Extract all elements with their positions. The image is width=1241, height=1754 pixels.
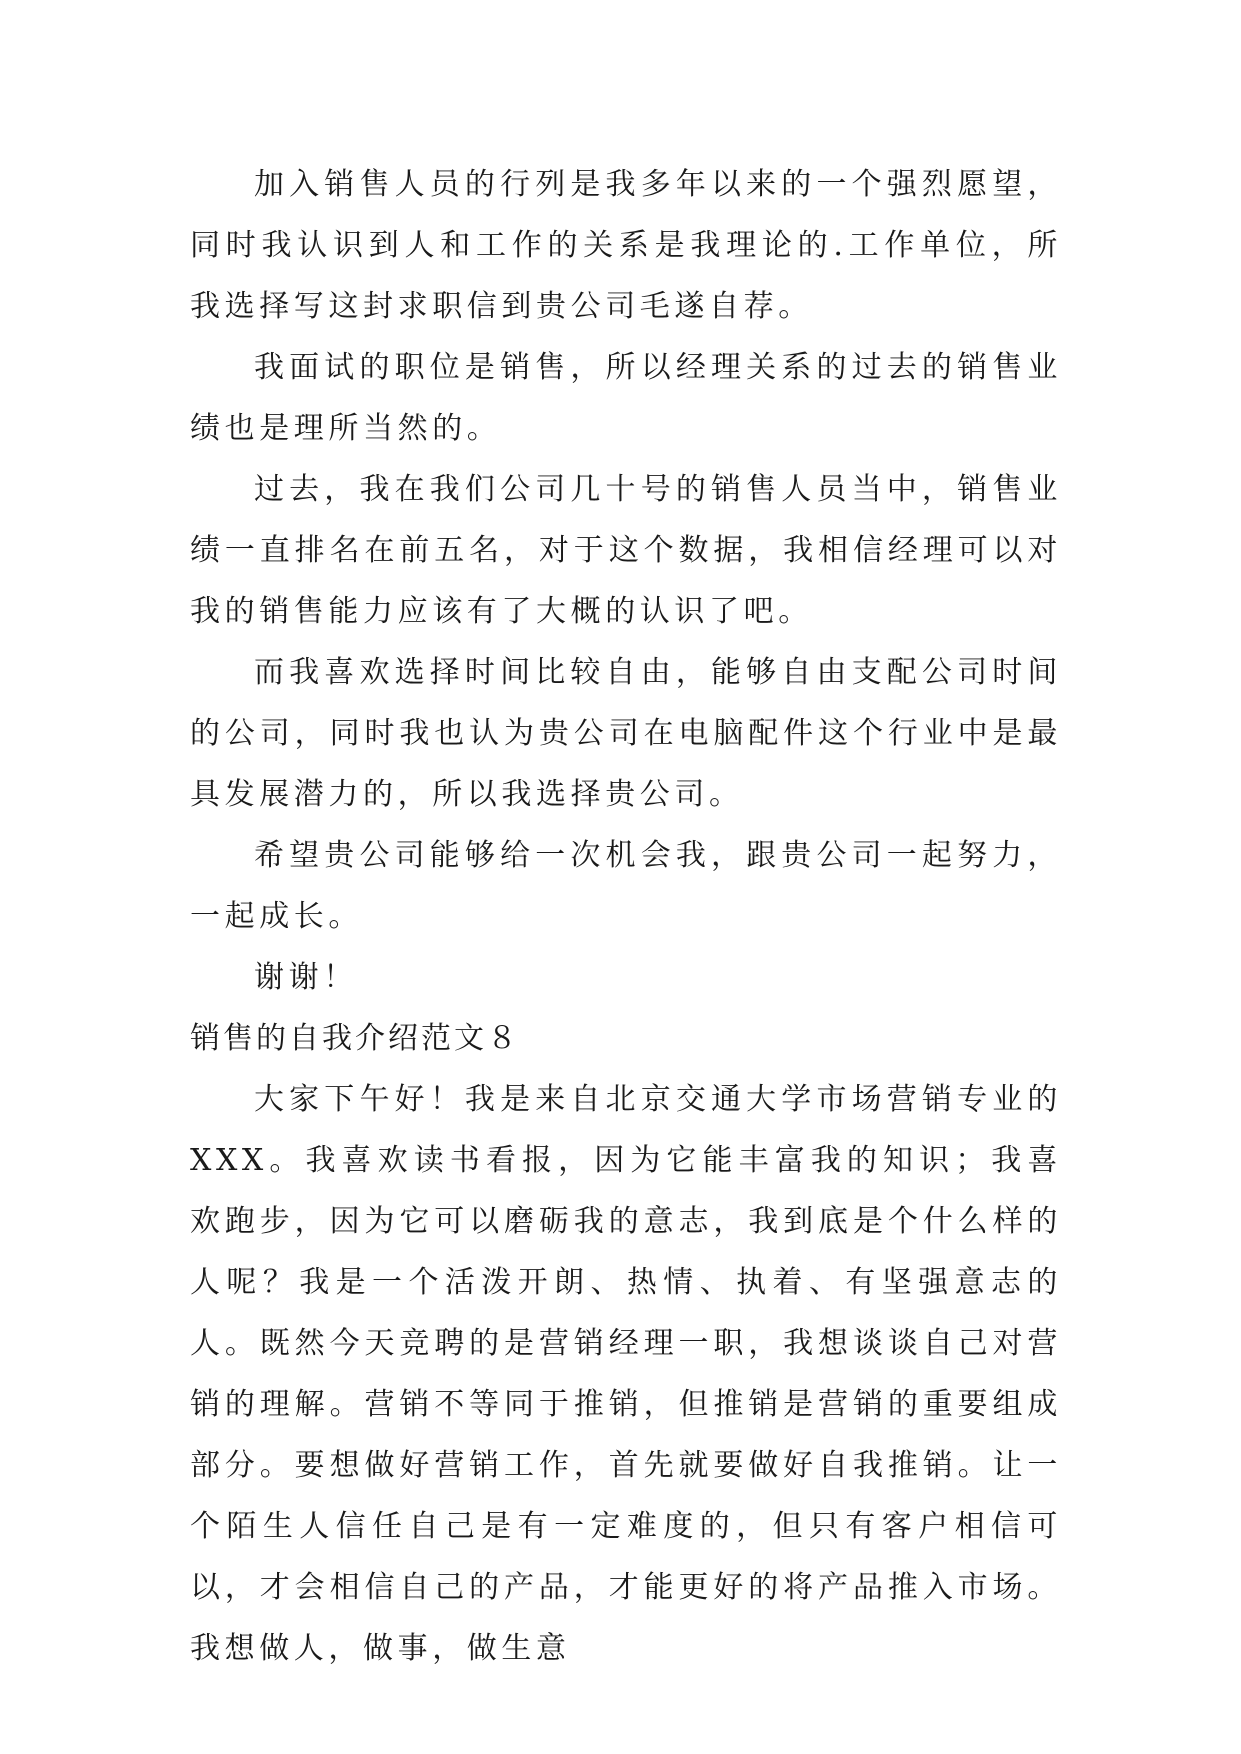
paragraph-5: 希望贵公司能够给一次机会我，跟贵公司一起努力，一起成长。: [190, 838, 1062, 934]
paragraph-thanks: 谢谢！: [254, 960, 358, 995]
paragraph-1: 加入销售人员的行列是我多年以来的一个强烈愿望，同时我认识到人和工作的关系是我理论的.工作单位，所我选择写这封求职信到贵公司毛遂自荐。: [190, 167, 1062, 324]
document-body: [190, 154, 1062, 1679]
paragraph-2: 我面试的职位是销售，所以经理关系的过去的销售业绩也是理所当然的。: [190, 350, 1062, 446]
section-heading: 销售的自我介绍范文８: [190, 1021, 520, 1056]
paragraph-4: 而我喜欢选择时间比较自由，能够自由支配公司时间的公司，同时我也认为贵公司在电脑配件这个行业中是最具发展潜力的，所以我选择贵公司。: [190, 655, 1062, 812]
paragraph-3: 过去，我在我们公司几十号的销售人员当中，销售业绩一直排名在前五名，对于这个数据，我相信经理可以对我的销售能力应该有了大概的认识了吧。: [190, 472, 1062, 629]
paragraph-intro: 大家下午好！我是来自北京交通大学市场营销专业的XXX。我喜欢读书看报，因为它能丰富我的知识；我喜欢跑步，因为它可以磨砺我的意志，我到底是个什么样的人呢？我是一个活泼开朗、热情、执着、有坚强意志的人。既然今天竞聘的是营销经理一职，我想谈谈自己对营销的理解。营销不等同于推销，但推销是营销的重要组成部分。要想做好营销工作，首先就要做好自我推销。让一个陌生人信任自己是有一定难度的，但只有客户相信可以，才会相信自己的产品，才能更好的将产品推入市场。我想做人，做事，做生意: [190, 1082, 1062, 1666]
